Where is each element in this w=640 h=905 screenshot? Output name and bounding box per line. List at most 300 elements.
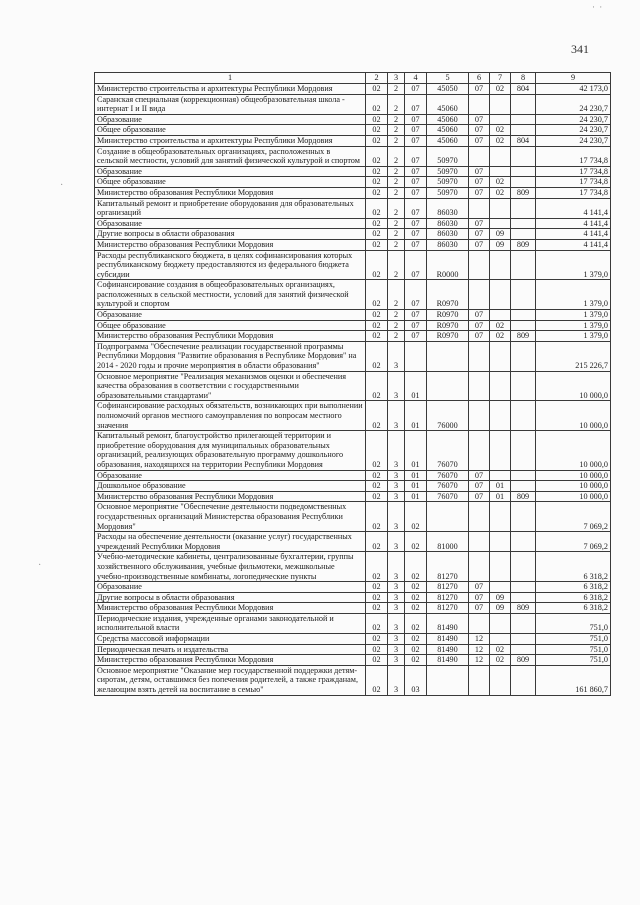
- code-c7: 09: [490, 592, 511, 603]
- code-c8: [511, 198, 536, 218]
- header-cell: 2: [366, 73, 388, 84]
- row-amount: 161 860,7: [536, 665, 611, 695]
- code-c7: [490, 371, 511, 401]
- code-c7: 02: [490, 331, 511, 342]
- code-c2: 02: [366, 502, 388, 532]
- code-c3: 3: [388, 470, 405, 481]
- row-name: Софинансирование создания в общеобразовательных организациях, расположенных в сельской местности, условий для занятий физической культурой и спортом: [95, 280, 366, 310]
- code-c4: 07: [405, 84, 427, 95]
- code-c2: 02: [366, 146, 388, 166]
- code-c4: 02: [405, 532, 427, 552]
- code-c7: [490, 532, 511, 552]
- code-c2: 02: [366, 250, 388, 280]
- code-c3: 3: [388, 613, 405, 633]
- code-c3: 2: [388, 125, 405, 136]
- code-c3: 2: [388, 320, 405, 331]
- code-c8: [511, 218, 536, 229]
- code-c4: 02: [405, 644, 427, 655]
- table-row: [95, 582, 611, 593]
- table-row: [95, 665, 611, 695]
- table-row: [95, 603, 611, 614]
- row-amount: 17 734,8: [536, 166, 611, 177]
- code-c5: R0970: [427, 280, 469, 310]
- code-c8: 809: [511, 239, 536, 250]
- code-c7: [490, 582, 511, 593]
- table-row: [95, 187, 611, 198]
- code-c8: [511, 592, 536, 603]
- code-c3: 3: [388, 552, 405, 582]
- code-c7: 02: [490, 84, 511, 95]
- code-c4: 01: [405, 481, 427, 492]
- row-amount: 10 000,0: [536, 371, 611, 401]
- code-c3: 3: [388, 665, 405, 695]
- code-c6: [469, 552, 490, 582]
- row-name: Образование: [95, 166, 366, 177]
- scan-mark: · ·: [592, 2, 604, 12]
- code-c3: 3: [388, 532, 405, 552]
- code-c5: [427, 502, 469, 532]
- code-c3: 2: [388, 280, 405, 310]
- code-c5: 45050: [427, 84, 469, 95]
- code-c4: 02: [405, 655, 427, 666]
- table-row: [95, 125, 611, 136]
- code-c8: [511, 94, 536, 114]
- code-c8: 809: [511, 655, 536, 666]
- row-amount: 10 000,0: [536, 470, 611, 481]
- table-row: [95, 502, 611, 532]
- code-c4: 02: [405, 603, 427, 614]
- budget-table: [94, 72, 611, 696]
- code-c2: 02: [366, 320, 388, 331]
- code-c5: 76070: [427, 481, 469, 492]
- code-c2: 02: [366, 592, 388, 603]
- code-c7: [490, 431, 511, 470]
- code-c4: 07: [405, 310, 427, 321]
- code-c4: [405, 341, 427, 371]
- row-name: Периодические издания, учрежденные органами законодательной и исполнительной власти: [95, 613, 366, 633]
- code-c2: 02: [366, 371, 388, 401]
- code-c8: [511, 229, 536, 240]
- table-row: [95, 177, 611, 188]
- row-name: Образование: [95, 218, 366, 229]
- code-c2: 02: [366, 613, 388, 633]
- code-c3: 2: [388, 135, 405, 146]
- code-c3: 3: [388, 341, 405, 371]
- code-c6: [469, 431, 490, 470]
- row-name: Средства массовой информации: [95, 634, 366, 645]
- code-c4: 02: [405, 592, 427, 603]
- row-amount: 7 069,2: [536, 502, 611, 532]
- code-c8: [511, 665, 536, 695]
- code-c3: 2: [388, 114, 405, 125]
- row-amount: 17 734,8: [536, 177, 611, 188]
- code-c7: [490, 280, 511, 310]
- row-amount: 6 318,2: [536, 592, 611, 603]
- code-c4: 07: [405, 135, 427, 146]
- row-name: Софинансирование расходных обязательств, возникающих при выполнении полномочий органов местного самоуправления по вопросам местного значения: [95, 401, 366, 431]
- code-c2: 02: [366, 218, 388, 229]
- code-c4: 07: [405, 229, 427, 240]
- table-row: [95, 371, 611, 401]
- code-c8: [511, 341, 536, 371]
- code-c8: 804: [511, 84, 536, 95]
- code-c7: [490, 94, 511, 114]
- table-row: [95, 198, 611, 218]
- code-c2: 02: [366, 491, 388, 502]
- code-c3: 3: [388, 491, 405, 502]
- code-c4: 07: [405, 250, 427, 280]
- row-name: Министерство образования Республики Мордовия: [95, 331, 366, 342]
- table-row: [95, 470, 611, 481]
- row-name: Учебно-методические кабинеты, централизованные бухгалтерии, группы хозяйственного обслуживания, учебные фильмотеки, межшкольные учебно-производственные комбинаты, логопедические пункты: [95, 552, 366, 582]
- code-c2: 02: [366, 166, 388, 177]
- table-row: [95, 592, 611, 603]
- code-c4: 07: [405, 320, 427, 331]
- table-row: [95, 491, 611, 502]
- code-c4: 07: [405, 187, 427, 198]
- code-c6: 07: [469, 125, 490, 136]
- code-c3: 3: [388, 481, 405, 492]
- code-c3: 3: [388, 401, 405, 431]
- code-c2: 02: [366, 125, 388, 136]
- code-c3: 2: [388, 198, 405, 218]
- code-c5: R0970: [427, 320, 469, 331]
- header-cell: 6: [469, 73, 490, 84]
- code-c8: [511, 280, 536, 310]
- row-name: Министерство образования Республики Мордовия: [95, 239, 366, 250]
- row-name: Создание в общеобразовательных организациях, расположенных в сельской местности, условий для занятий физической культурой и спортом: [95, 146, 366, 166]
- code-c5: 81490: [427, 644, 469, 655]
- row-amount: 24 230,7: [536, 135, 611, 146]
- code-c8: [511, 371, 536, 401]
- row-amount: 1 379,0: [536, 331, 611, 342]
- table-row: [95, 613, 611, 633]
- row-name: Министерство строительства и архитектуры Республики Мордовия: [95, 84, 366, 95]
- code-c7: [490, 634, 511, 645]
- code-c3: 2: [388, 94, 405, 114]
- code-c8: [511, 532, 536, 552]
- code-c3: 2: [388, 177, 405, 188]
- row-name: Общее образование: [95, 125, 366, 136]
- row-amount: 10 000,0: [536, 491, 611, 502]
- code-c6: 07: [469, 239, 490, 250]
- code-c8: [511, 502, 536, 532]
- code-c4: 07: [405, 177, 427, 188]
- row-name: Министерство образования Республики Мордовия: [95, 603, 366, 614]
- code-c4: 07: [405, 280, 427, 310]
- code-c5: 76070: [427, 470, 469, 481]
- code-c4: 01: [405, 401, 427, 431]
- code-c2: 02: [366, 177, 388, 188]
- header-cell: 1: [95, 73, 366, 84]
- code-c6: 07: [469, 320, 490, 331]
- row-name: Саранская специальная (коррекционная) общеобразовательная школа - интернат I и II вида: [95, 94, 366, 114]
- row-amount: 10 000,0: [536, 431, 611, 470]
- code-c8: [511, 166, 536, 177]
- code-c3: 3: [388, 582, 405, 593]
- code-c5: 86030: [427, 229, 469, 240]
- code-c6: 07: [469, 331, 490, 342]
- code-c3: 3: [388, 655, 405, 666]
- row-name: Дошкольное образование: [95, 481, 366, 492]
- code-c7: [490, 250, 511, 280]
- code-c8: [511, 582, 536, 593]
- table-row: [95, 146, 611, 166]
- code-c2: 02: [366, 582, 388, 593]
- code-c3: 2: [388, 331, 405, 342]
- code-c6: 12: [469, 644, 490, 655]
- code-c5: 50970: [427, 187, 469, 198]
- table-row: [95, 401, 611, 431]
- code-c3: 3: [388, 634, 405, 645]
- code-c6: 07: [469, 218, 490, 229]
- row-name: Другие вопросы в области образования: [95, 592, 366, 603]
- code-c8: [511, 644, 536, 655]
- row-amount: 215 226,7: [536, 341, 611, 371]
- code-c2: 02: [366, 655, 388, 666]
- table-row: [95, 310, 611, 321]
- code-c5: 45060: [427, 94, 469, 114]
- code-c8: [511, 634, 536, 645]
- code-c4: 07: [405, 218, 427, 229]
- row-amount: 24 230,7: [536, 125, 611, 136]
- code-c5: 45060: [427, 125, 469, 136]
- code-c6: [469, 613, 490, 633]
- row-name: Общее образование: [95, 320, 366, 331]
- table-row: [95, 250, 611, 280]
- code-c4: 03: [405, 665, 427, 695]
- row-amount: 17 734,8: [536, 187, 611, 198]
- code-c5: 50970: [427, 177, 469, 188]
- code-c5: 45060: [427, 114, 469, 125]
- row-amount: 7 069,2: [536, 532, 611, 552]
- row-amount: 4 141,4: [536, 229, 611, 240]
- code-c5: R0970: [427, 331, 469, 342]
- code-c6: 07: [469, 84, 490, 95]
- code-c6: 07: [469, 592, 490, 603]
- code-c7: 02: [490, 187, 511, 198]
- table-row: [95, 320, 611, 331]
- header-cell: 8: [511, 73, 536, 84]
- header-cell: 3: [388, 73, 405, 84]
- code-c3: 2: [388, 146, 405, 166]
- row-amount: 6 318,2: [536, 582, 611, 593]
- code-c2: 02: [366, 229, 388, 240]
- code-c5: 45060: [427, 135, 469, 146]
- code-c6: 07: [469, 491, 490, 502]
- code-c7: [490, 613, 511, 633]
- code-c7: 02: [490, 125, 511, 136]
- code-c3: 2: [388, 310, 405, 321]
- code-c8: [511, 146, 536, 166]
- code-c6: 07: [469, 135, 490, 146]
- code-c5: 86030: [427, 218, 469, 229]
- header-cell: 5: [427, 73, 469, 84]
- code-c7: [490, 502, 511, 532]
- table-row: [95, 114, 611, 125]
- header-cell: 9: [536, 73, 611, 84]
- code-c3: 3: [388, 644, 405, 655]
- table-row: [95, 431, 611, 470]
- code-c7: 01: [490, 491, 511, 502]
- code-c4: 01: [405, 431, 427, 470]
- code-c7: 02: [490, 644, 511, 655]
- code-c4: 02: [405, 582, 427, 593]
- code-c7: 02: [490, 655, 511, 666]
- table-row: [95, 532, 611, 552]
- code-c6: [469, 532, 490, 552]
- code-c5: [427, 341, 469, 371]
- code-c8: [511, 250, 536, 280]
- row-amount: 1 379,0: [536, 310, 611, 321]
- code-c6: [469, 250, 490, 280]
- code-c8: [511, 114, 536, 125]
- code-c8: [511, 431, 536, 470]
- code-c2: 02: [366, 310, 388, 321]
- code-c2: 02: [366, 280, 388, 310]
- table-header-row: [95, 73, 611, 84]
- code-c6: 07: [469, 187, 490, 198]
- code-c5: [427, 665, 469, 695]
- code-c7: [490, 665, 511, 695]
- code-c8: 809: [511, 187, 536, 198]
- code-c2: 02: [366, 187, 388, 198]
- code-c6: 07: [469, 582, 490, 593]
- code-c2: 02: [366, 239, 388, 250]
- row-amount: 1 379,0: [536, 250, 611, 280]
- code-c8: [511, 481, 536, 492]
- row-amount: 751,0: [536, 644, 611, 655]
- code-c2: 02: [366, 94, 388, 114]
- table-row: [95, 239, 611, 250]
- code-c7: [490, 114, 511, 125]
- code-c3: 3: [388, 431, 405, 470]
- code-c5: 50970: [427, 166, 469, 177]
- code-c7: 01: [490, 481, 511, 492]
- code-c2: 02: [366, 665, 388, 695]
- row-name: Министерство образования Республики Мордовия: [95, 655, 366, 666]
- code-c5: 81270: [427, 582, 469, 593]
- code-c4: 07: [405, 239, 427, 250]
- code-c6: [469, 146, 490, 166]
- table-row: [95, 331, 611, 342]
- code-c3: 2: [388, 84, 405, 95]
- code-c6: 12: [469, 634, 490, 645]
- row-name: Основное мероприятие "Обеспечение деятельности подведомственных государственных организаций Министерства образования Республики Мордовия": [95, 502, 366, 532]
- code-c6: [469, 401, 490, 431]
- row-amount: 4 141,4: [536, 239, 611, 250]
- code-c2: 02: [366, 644, 388, 655]
- row-name: Расходы на обеспечение деятельности (оказание услуг) государственных учреждений Республики Мордовия: [95, 532, 366, 552]
- code-c3: 3: [388, 592, 405, 603]
- code-c2: 02: [366, 341, 388, 371]
- code-c4: 02: [405, 613, 427, 633]
- code-c7: [490, 401, 511, 431]
- code-c7: [490, 218, 511, 229]
- code-c5: 81490: [427, 634, 469, 645]
- scan-speck: ·: [38, 560, 42, 571]
- code-c2: 02: [366, 532, 388, 552]
- row-amount: 1 379,0: [536, 280, 611, 310]
- code-c2: 02: [366, 552, 388, 582]
- row-amount: 751,0: [536, 613, 611, 633]
- table-row: [95, 644, 611, 655]
- code-c8: [511, 613, 536, 633]
- code-c3: 2: [388, 218, 405, 229]
- code-c6: [469, 198, 490, 218]
- header-cell: 4: [405, 73, 427, 84]
- row-name: Периодическая печать и издательства: [95, 644, 366, 655]
- code-c2: 02: [366, 634, 388, 645]
- row-name: Капитальный ремонт, благоустройство прилегающей территории и приобретение оборудования для муниципальных образовательных организаций, реализующих образовательную программу дошкольного образования, находящихся на территории Республики Мордовия: [95, 431, 366, 470]
- code-c8: [511, 177, 536, 188]
- code-c4: 07: [405, 198, 427, 218]
- code-c3: 3: [388, 371, 405, 401]
- row-amount: 1 379,0: [536, 320, 611, 331]
- code-c8: 804: [511, 135, 536, 146]
- code-c2: 02: [366, 198, 388, 218]
- table-row: [95, 229, 611, 240]
- row-amount: 751,0: [536, 655, 611, 666]
- code-c8: [511, 401, 536, 431]
- code-c5: 81270: [427, 592, 469, 603]
- row-name: Министерство строительства и архитектуры Республики Мордовия: [95, 135, 366, 146]
- row-amount: 17 734,8: [536, 146, 611, 166]
- code-c4: 07: [405, 146, 427, 166]
- code-c8: [511, 125, 536, 136]
- table-row: [95, 135, 611, 146]
- table-row: [95, 218, 611, 229]
- table-row: [95, 166, 611, 177]
- code-c2: 02: [366, 603, 388, 614]
- code-c5: 81000: [427, 532, 469, 552]
- code-c3: 2: [388, 250, 405, 280]
- code-c7: [490, 166, 511, 177]
- code-c3: 3: [388, 502, 405, 532]
- code-c6: 07: [469, 603, 490, 614]
- code-c5: 86030: [427, 198, 469, 218]
- code-c4: 02: [405, 552, 427, 582]
- code-c2: 02: [366, 401, 388, 431]
- scan-speck: ·: [60, 180, 64, 191]
- row-amount: 6 318,2: [536, 552, 611, 582]
- row-name: Образование: [95, 114, 366, 125]
- row-name: Основное мероприятие "Оказание мер государственной поддержки детям-сиротам, детям, оставшимся без попечения родителей, а также гражданам, желающим взять детей на воспитание в семью": [95, 665, 366, 695]
- row-amount: 10 000,0: [536, 481, 611, 492]
- code-c6: [469, 94, 490, 114]
- row-name: Капитальный ремонт и приобретение оборудования для образовательных организаций: [95, 198, 366, 218]
- code-c4: 07: [405, 166, 427, 177]
- row-name: Образование: [95, 470, 366, 481]
- code-c3: 2: [388, 239, 405, 250]
- code-c2: 02: [366, 431, 388, 470]
- code-c6: 07: [469, 166, 490, 177]
- page-number: 341: [571, 42, 589, 56]
- code-c7: [490, 198, 511, 218]
- code-c4: 07: [405, 125, 427, 136]
- code-c6: 07: [469, 481, 490, 492]
- table-row: [95, 84, 611, 95]
- code-c6: 07: [469, 470, 490, 481]
- code-c7: [490, 552, 511, 582]
- row-name: Министерство образования Республики Мордовия: [95, 491, 366, 502]
- code-c4: 07: [405, 331, 427, 342]
- row-amount: 751,0: [536, 634, 611, 645]
- row-name: Образование: [95, 310, 366, 321]
- header-cell: 7: [490, 73, 511, 84]
- row-amount: 4 141,4: [536, 218, 611, 229]
- code-c6: [469, 502, 490, 532]
